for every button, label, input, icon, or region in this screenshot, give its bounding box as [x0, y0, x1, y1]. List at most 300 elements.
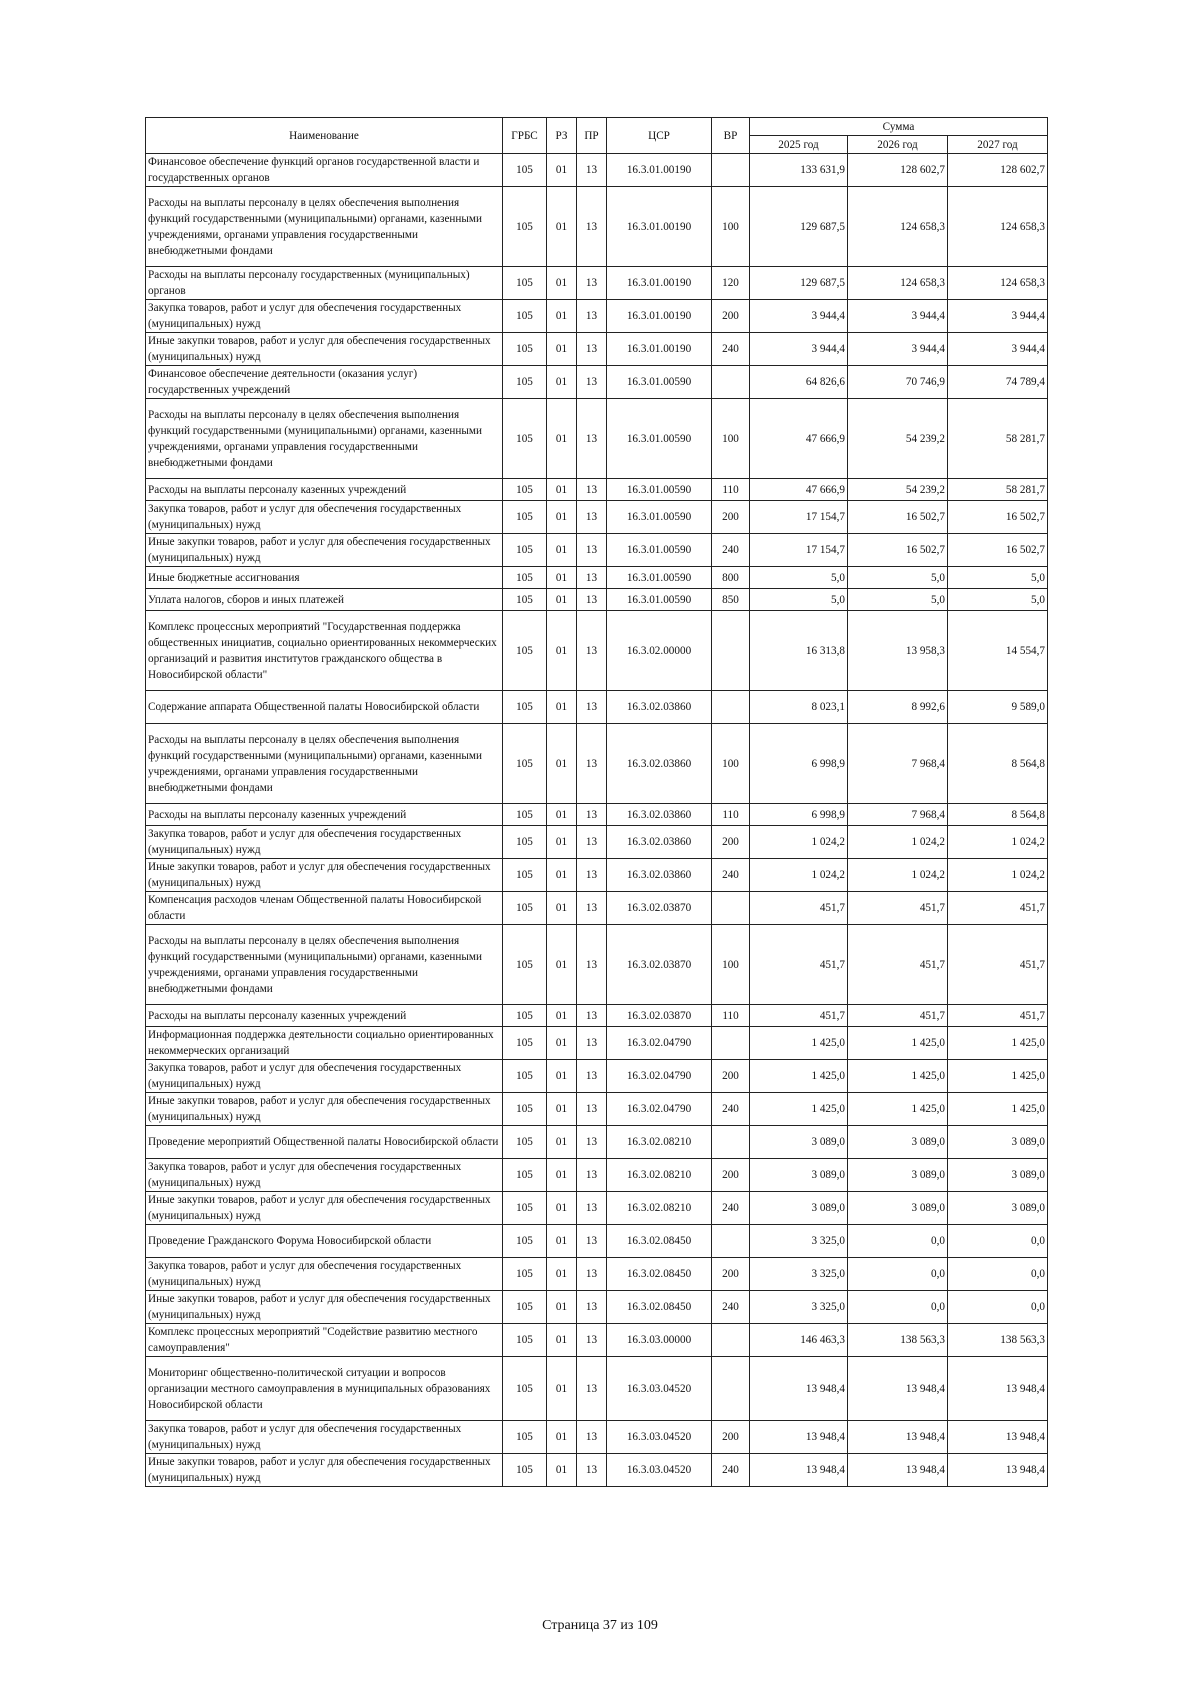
- row-csr: 16.3.01.00590: [607, 501, 712, 534]
- row-rz: 01: [547, 1126, 577, 1159]
- row-sum-2027: 124 658,3: [948, 267, 1048, 300]
- row-vr: [712, 154, 750, 187]
- row-rz: 01: [547, 300, 577, 333]
- row-sum-2027: 3 944,4: [948, 300, 1048, 333]
- row-sum-2027: 8 564,8: [948, 804, 1048, 826]
- table-row: [146, 154, 1048, 187]
- row-rz: 01: [547, 187, 577, 267]
- row-csr: 16.3.01.00190: [607, 187, 712, 267]
- row-vr: 240: [712, 1454, 750, 1487]
- row-rz: 01: [547, 366, 577, 399]
- row-sum-2026: 16 502,7: [848, 534, 948, 567]
- row-sum-2027: 0,0: [948, 1291, 1048, 1324]
- row-name: Закупка товаров, работ и услуг для обеспечения государственных (муниципальных) нужд: [146, 1258, 503, 1291]
- row-pr: 13: [577, 925, 607, 1005]
- row-pr: 13: [577, 267, 607, 300]
- row-grbs: 105: [503, 154, 547, 187]
- row-vr: 240: [712, 1291, 750, 1324]
- row-sum-2027: 1 425,0: [948, 1093, 1048, 1126]
- row-grbs: 105: [503, 1258, 547, 1291]
- row-vr: 200: [712, 300, 750, 333]
- row-sum-2027: 3 089,0: [948, 1159, 1048, 1192]
- row-csr: 16.3.01.00590: [607, 589, 712, 611]
- row-sum-2027: 128 602,7: [948, 154, 1048, 187]
- header-pr: ПР: [577, 118, 607, 154]
- row-sum-2026: 451,7: [848, 1005, 948, 1027]
- row-grbs: 105: [503, 724, 547, 804]
- row-name: Иные закупки товаров, работ и услуг для обеспечения государственных (муниципальных) нужд: [146, 1291, 503, 1324]
- row-sum-2025: 1 024,2: [750, 859, 848, 892]
- row-rz: 01: [547, 859, 577, 892]
- row-csr: 16.3.02.03870: [607, 892, 712, 925]
- row-rz: 01: [547, 267, 577, 300]
- row-sum-2027: 1 425,0: [948, 1027, 1048, 1060]
- row-sum-2027: 13 948,4: [948, 1421, 1048, 1454]
- row-vr: 850: [712, 589, 750, 611]
- row-vr: 200: [712, 1159, 750, 1192]
- row-rz: 01: [547, 479, 577, 501]
- row-sum-2027: 3 089,0: [948, 1126, 1048, 1159]
- row-sum-2025: 17 154,7: [750, 534, 848, 567]
- row-pr: 13: [577, 1454, 607, 1487]
- table-row: [146, 1027, 1048, 1060]
- row-vr: 110: [712, 1005, 750, 1027]
- table-row: [146, 826, 1048, 859]
- row-sum-2027: 1 024,2: [948, 826, 1048, 859]
- row-vr: 240: [712, 333, 750, 366]
- row-vr: 110: [712, 804, 750, 826]
- table-row: [146, 859, 1048, 892]
- row-csr: 16.3.02.08450: [607, 1225, 712, 1258]
- row-name: Иные закупки товаров, работ и услуг для обеспечения государственных (муниципальных) нужд: [146, 534, 503, 567]
- row-sum-2027: 5,0: [948, 589, 1048, 611]
- row-pr: 13: [577, 501, 607, 534]
- row-rz: 01: [547, 1093, 577, 1126]
- table-row: [146, 804, 1048, 826]
- row-sum-2026: 1 024,2: [848, 859, 948, 892]
- row-grbs: 105: [503, 1093, 547, 1126]
- row-pr: 13: [577, 1357, 607, 1421]
- table-row: [146, 1324, 1048, 1357]
- row-rz: 01: [547, 567, 577, 589]
- row-grbs: 105: [503, 691, 547, 724]
- row-sum-2026: 5,0: [848, 567, 948, 589]
- row-rz: 01: [547, 1291, 577, 1324]
- row-sum-2025: 3 325,0: [750, 1258, 848, 1291]
- row-sum-2026: 0,0: [848, 1291, 948, 1324]
- row-name: Иные закупки товаров, работ и услуг для обеспечения государственных (муниципальных) нужд: [146, 1192, 503, 1225]
- row-sum-2025: 47 666,9: [750, 399, 848, 479]
- row-sum-2025: 6 998,9: [750, 724, 848, 804]
- row-grbs: 105: [503, 1291, 547, 1324]
- row-sum-2025: 451,7: [750, 1005, 848, 1027]
- row-name: Расходы на выплаты персоналу государственных (муниципальных) органов: [146, 267, 503, 300]
- table-row: [146, 267, 1048, 300]
- row-name: Закупка товаров, работ и услуг для обеспечения государственных (муниципальных) нужд: [146, 1159, 503, 1192]
- row-sum-2026: 13 948,4: [848, 1454, 948, 1487]
- row-pr: 13: [577, 1291, 607, 1324]
- row-name: Закупка товаров, работ и услуг для обеспечения государственных (муниципальных) нужд: [146, 826, 503, 859]
- row-grbs: 105: [503, 1454, 547, 1487]
- row-grbs: 105: [503, 1192, 547, 1225]
- row-grbs: 105: [503, 1225, 547, 1258]
- row-sum-2026: 0,0: [848, 1225, 948, 1258]
- row-sum-2027: 8 564,8: [948, 724, 1048, 804]
- budget-sheet: [145, 117, 1047, 1487]
- row-name: Информационная поддержка деятельности социально ориентированных некоммерческих организаций: [146, 1027, 503, 1060]
- row-grbs: 105: [503, 826, 547, 859]
- row-pr: 13: [577, 300, 607, 333]
- row-sum-2026: 5,0: [848, 589, 948, 611]
- row-name: Расходы на выплаты персоналу в целях обеспечения выполнения функций государственными (муниципальными) органами, казенными учреждениями, органами управления государственными внебюджетными фондами: [146, 925, 503, 1005]
- row-rz: 01: [547, 1192, 577, 1225]
- row-sum-2025: 3 944,4: [750, 333, 848, 366]
- table-row: [146, 1159, 1048, 1192]
- table-row: [146, 399, 1048, 479]
- row-vr: 200: [712, 1421, 750, 1454]
- row-grbs: 105: [503, 187, 547, 267]
- row-grbs: 105: [503, 567, 547, 589]
- row-vr: [712, 1225, 750, 1258]
- row-sum-2027: 13 948,4: [948, 1454, 1048, 1487]
- row-rz: 01: [547, 399, 577, 479]
- row-vr: 200: [712, 501, 750, 534]
- table-row: [146, 1126, 1048, 1159]
- row-grbs: 105: [503, 366, 547, 399]
- row-pr: 13: [577, 1005, 607, 1027]
- row-grbs: 105: [503, 1005, 547, 1027]
- row-name: Закупка товаров, работ и услуг для обеспечения государственных (муниципальных) нужд: [146, 501, 503, 534]
- row-rz: 01: [547, 1027, 577, 1060]
- table-row: [146, 534, 1048, 567]
- row-name: Мониторинг общественно-политической ситуации и вопросов организации местного самоуправления в муниципальных образованиях Новосибирской области: [146, 1357, 503, 1421]
- row-csr: 16.3.02.00000: [607, 611, 712, 691]
- row-csr: 16.3.03.04520: [607, 1454, 712, 1487]
- row-csr: 16.3.02.08210: [607, 1192, 712, 1225]
- row-csr: 16.3.01.00190: [607, 267, 712, 300]
- row-csr: 16.3.01.00590: [607, 399, 712, 479]
- row-sum-2027: 138 563,3: [948, 1324, 1048, 1357]
- row-sum-2025: 1 024,2: [750, 826, 848, 859]
- row-sum-2026: 16 502,7: [848, 501, 948, 534]
- row-sum-2026: 138 563,3: [848, 1324, 948, 1357]
- row-grbs: 105: [503, 1027, 547, 1060]
- row-name: Финансовое обеспечение деятельности (оказания услуг) государственных учреждений: [146, 366, 503, 399]
- row-sum-2026: 451,7: [848, 925, 948, 1005]
- row-sum-2025: 8 023,1: [750, 691, 848, 724]
- row-sum-2025: 13 948,4: [750, 1454, 848, 1487]
- row-sum-2027: 13 948,4: [948, 1357, 1048, 1421]
- header-sum: Сумма: [750, 118, 1048, 136]
- row-pr: 13: [577, 1258, 607, 1291]
- row-sum-2027: 0,0: [948, 1225, 1048, 1258]
- row-name: Расходы на выплаты персоналу казенных учреждений: [146, 479, 503, 501]
- row-sum-2027: 16 502,7: [948, 534, 1048, 567]
- row-name: Финансовое обеспечение функций органов государственной власти и государственных органов: [146, 154, 503, 187]
- row-pr: 13: [577, 534, 607, 567]
- row-vr: 110: [712, 479, 750, 501]
- row-vr: 240: [712, 1093, 750, 1126]
- page-number: Страница 37 из 109: [542, 1618, 658, 1633]
- row-rz: 01: [547, 611, 577, 691]
- row-csr: 16.3.02.04790: [607, 1027, 712, 1060]
- row-pr: 13: [577, 479, 607, 501]
- row-vr: [712, 611, 750, 691]
- header-year-2027: 2027 год: [948, 136, 1048, 154]
- row-sum-2026: 8 992,6: [848, 691, 948, 724]
- row-grbs: 105: [503, 1357, 547, 1421]
- row-name: Расходы на выплаты персоналу казенных учреждений: [146, 1005, 503, 1027]
- row-name: Иные закупки товаров, работ и услуг для обеспечения государственных (муниципальных) нужд: [146, 859, 503, 892]
- row-vr: [712, 1126, 750, 1159]
- table-row: [146, 1454, 1048, 1487]
- row-grbs: 105: [503, 267, 547, 300]
- row-sum-2026: 0,0: [848, 1258, 948, 1291]
- table-row: [146, 567, 1048, 589]
- row-vr: [712, 892, 750, 925]
- row-grbs: 105: [503, 1421, 547, 1454]
- table-row: [146, 1060, 1048, 1093]
- row-sum-2026: 124 658,3: [848, 267, 948, 300]
- row-grbs: 105: [503, 1159, 547, 1192]
- table-row: [146, 1005, 1048, 1027]
- row-name: Расходы на выплаты персоналу казенных учреждений: [146, 804, 503, 826]
- row-name: Проведение мероприятий Общественной палаты Новосибирской области: [146, 1126, 503, 1159]
- row-grbs: 105: [503, 892, 547, 925]
- row-rz: 01: [547, 1258, 577, 1291]
- row-vr: 240: [712, 859, 750, 892]
- row-sum-2026: 128 602,7: [848, 154, 948, 187]
- row-csr: 16.3.02.03860: [607, 826, 712, 859]
- row-rz: 01: [547, 691, 577, 724]
- header-rz: РЗ: [547, 118, 577, 154]
- header-vr: ВР: [712, 118, 750, 154]
- row-csr: 16.3.02.03860: [607, 691, 712, 724]
- row-pr: 13: [577, 892, 607, 925]
- row-csr: 16.3.01.00590: [607, 567, 712, 589]
- budget-table: [145, 117, 1048, 1487]
- row-sum-2026: 13 948,4: [848, 1357, 948, 1421]
- row-csr: 16.3.02.04790: [607, 1060, 712, 1093]
- row-sum-2026: 3 089,0: [848, 1192, 948, 1225]
- row-sum-2027: 74 789,4: [948, 366, 1048, 399]
- row-rz: 01: [547, 826, 577, 859]
- row-sum-2026: 7 968,4: [848, 724, 948, 804]
- header-name: Наименование: [146, 118, 503, 154]
- row-vr: 240: [712, 1192, 750, 1225]
- row-grbs: 105: [503, 589, 547, 611]
- row-sum-2025: 3 944,4: [750, 300, 848, 333]
- row-grbs: 105: [503, 300, 547, 333]
- row-name: Расходы на выплаты персоналу в целях обеспечения выполнения функций государственными (муниципальными) органами, казенными учреждениями, органами управления государственными внебюджетными фондами: [146, 187, 503, 267]
- row-rz: 01: [547, 1324, 577, 1357]
- row-pr: 13: [577, 1192, 607, 1225]
- row-name: Компенсация расходов членам Общественной палаты Новосибирской области: [146, 892, 503, 925]
- row-sum-2026: 70 746,9: [848, 366, 948, 399]
- row-pr: 13: [577, 333, 607, 366]
- row-sum-2026: 3 089,0: [848, 1159, 948, 1192]
- row-vr: 100: [712, 399, 750, 479]
- header-year-2025: 2025 год: [750, 136, 848, 154]
- row-rz: 01: [547, 724, 577, 804]
- row-vr: 200: [712, 1258, 750, 1291]
- row-sum-2027: 5,0: [948, 567, 1048, 589]
- row-name: Комплекс процессных мероприятий "Государственная поддержка общественных инициатив, социально ориентированных некоммерческих организаций и развития институтов гражданского общества в Новосибирской области": [146, 611, 503, 691]
- row-pr: 13: [577, 187, 607, 267]
- row-sum-2025: 47 666,9: [750, 479, 848, 501]
- row-grbs: 105: [503, 534, 547, 567]
- row-rz: 01: [547, 1159, 577, 1192]
- row-rz: 01: [547, 1225, 577, 1258]
- row-sum-2027: 451,7: [948, 892, 1048, 925]
- row-rz: 01: [547, 804, 577, 826]
- row-rz: 01: [547, 534, 577, 567]
- row-pr: 13: [577, 1027, 607, 1060]
- table-row: [146, 724, 1048, 804]
- row-sum-2026: 1 425,0: [848, 1093, 948, 1126]
- table-row: [146, 925, 1048, 1005]
- row-csr: 16.3.03.04520: [607, 1357, 712, 1421]
- row-csr: 16.3.02.03870: [607, 925, 712, 1005]
- row-sum-2025: 133 631,9: [750, 154, 848, 187]
- row-sum-2027: 0,0: [948, 1258, 1048, 1291]
- row-sum-2027: 451,7: [948, 1005, 1048, 1027]
- row-sum-2026: 13 948,4: [848, 1421, 948, 1454]
- row-sum-2025: 451,7: [750, 925, 848, 1005]
- row-rz: 01: [547, 1357, 577, 1421]
- header-grbs: ГРБС: [503, 118, 547, 154]
- row-vr: [712, 366, 750, 399]
- header-csr: ЦСР: [607, 118, 712, 154]
- row-vr: [712, 1027, 750, 1060]
- table-row: [146, 892, 1048, 925]
- row-sum-2025: 13 948,4: [750, 1421, 848, 1454]
- table-row: [146, 1291, 1048, 1324]
- row-pr: 13: [577, 399, 607, 479]
- row-pr: 13: [577, 611, 607, 691]
- row-csr: 16.3.02.03860: [607, 724, 712, 804]
- row-sum-2025: 451,7: [750, 892, 848, 925]
- row-csr: 16.3.01.00190: [607, 300, 712, 333]
- row-vr: [712, 691, 750, 724]
- row-sum-2025: 1 425,0: [750, 1093, 848, 1126]
- row-csr: 16.3.01.00190: [607, 333, 712, 366]
- row-vr: 800: [712, 567, 750, 589]
- row-vr: 240: [712, 534, 750, 567]
- row-pr: 13: [577, 567, 607, 589]
- row-sum-2027: 1 425,0: [948, 1060, 1048, 1093]
- row-sum-2026: 3 944,4: [848, 333, 948, 366]
- table-row: [146, 366, 1048, 399]
- table-row: [146, 1258, 1048, 1291]
- row-sum-2026: 1 425,0: [848, 1027, 948, 1060]
- row-csr: 16.3.02.08450: [607, 1291, 712, 1324]
- row-name: Иные закупки товаров, работ и услуг для обеспечения государственных (муниципальных) нужд: [146, 1093, 503, 1126]
- row-pr: 13: [577, 1126, 607, 1159]
- row-grbs: 105: [503, 611, 547, 691]
- row-vr: 200: [712, 826, 750, 859]
- row-csr: 16.3.01.00590: [607, 366, 712, 399]
- row-name: Проведение Гражданского Форума Новосибирской области: [146, 1225, 503, 1258]
- row-pr: 13: [577, 804, 607, 826]
- row-sum-2025: 6 998,9: [750, 804, 848, 826]
- row-csr: 16.3.02.08210: [607, 1159, 712, 1192]
- row-grbs: 105: [503, 1060, 547, 1093]
- row-sum-2026: 54 239,2: [848, 479, 948, 501]
- row-sum-2026: 3 944,4: [848, 300, 948, 333]
- row-sum-2025: 146 463,3: [750, 1324, 848, 1357]
- row-vr: 200: [712, 1060, 750, 1093]
- row-sum-2025: 1 425,0: [750, 1060, 848, 1093]
- row-pr: 13: [577, 1225, 607, 1258]
- table-row: [146, 300, 1048, 333]
- table-row: [146, 333, 1048, 366]
- row-name: Иные закупки товаров, работ и услуг для обеспечения государственных (муниципальных) нужд: [146, 1454, 503, 1487]
- row-name: Закупка товаров, работ и услуг для обеспечения государственных (муниципальных) нужд: [146, 1060, 503, 1093]
- row-rz: 01: [547, 333, 577, 366]
- row-name: Закупка товаров, работ и услуг для обеспечения государственных (муниципальных) нужд: [146, 300, 503, 333]
- row-sum-2026: 13 958,3: [848, 611, 948, 691]
- row-grbs: 105: [503, 804, 547, 826]
- row-csr: 16.3.02.03870: [607, 1005, 712, 1027]
- row-pr: 13: [577, 691, 607, 724]
- row-rz: 01: [547, 925, 577, 1005]
- row-grbs: 105: [503, 501, 547, 534]
- row-sum-2026: 1 024,2: [848, 826, 948, 859]
- row-name: Закупка товаров, работ и услуг для обеспечения государственных (муниципальных) нужд: [146, 1421, 503, 1454]
- row-csr: 16.3.03.04520: [607, 1421, 712, 1454]
- row-grbs: 105: [503, 859, 547, 892]
- row-pr: 13: [577, 1324, 607, 1357]
- row-csr: 16.3.02.04790: [607, 1093, 712, 1126]
- row-sum-2025: 5,0: [750, 567, 848, 589]
- row-sum-2027: 58 281,7: [948, 399, 1048, 479]
- row-rz: 01: [547, 1454, 577, 1487]
- row-sum-2025: 129 687,5: [750, 187, 848, 267]
- row-grbs: 105: [503, 333, 547, 366]
- row-sum-2025: 3 089,0: [750, 1192, 848, 1225]
- row-sum-2027: 451,7: [948, 925, 1048, 1005]
- row-name: Иные закупки товаров, работ и услуг для обеспечения государственных (муниципальных) нужд: [146, 333, 503, 366]
- row-sum-2026: 451,7: [848, 892, 948, 925]
- table-row: [146, 501, 1048, 534]
- table-header: [146, 118, 1048, 154]
- row-name: Уплата налогов, сборов и иных платежей: [146, 589, 503, 611]
- table-row: [146, 1357, 1048, 1421]
- row-grbs: 105: [503, 1324, 547, 1357]
- table-row: [146, 1093, 1048, 1126]
- row-name: Комплекс процессных мероприятий "Содействие развитию местного самоуправления": [146, 1324, 503, 1357]
- row-pr: 13: [577, 589, 607, 611]
- row-sum-2026: 3 089,0: [848, 1126, 948, 1159]
- table-row: [146, 187, 1048, 267]
- row-rz: 01: [547, 1421, 577, 1454]
- row-name: Расходы на выплаты персоналу в целях обеспечения выполнения функций государственными (муниципальными) органами, казенными учреждениями, органами управления государственными внебюджетными фондами: [146, 399, 503, 479]
- row-vr: [712, 1324, 750, 1357]
- row-sum-2026: 7 968,4: [848, 804, 948, 826]
- row-sum-2027: 16 502,7: [948, 501, 1048, 534]
- row-csr: 16.3.02.08210: [607, 1126, 712, 1159]
- row-sum-2027: 1 024,2: [948, 859, 1048, 892]
- row-vr: 120: [712, 267, 750, 300]
- row-pr: 13: [577, 366, 607, 399]
- row-vr: 100: [712, 925, 750, 1005]
- row-csr: 16.3.01.00190: [607, 154, 712, 187]
- row-pr: 13: [577, 1060, 607, 1093]
- row-rz: 01: [547, 589, 577, 611]
- table-row: [146, 589, 1048, 611]
- row-name: Расходы на выплаты персоналу в целях обеспечения выполнения функций государственными (муниципальными) органами, казенными учреждениями, органами управления государственными внебюджетными фондами: [146, 724, 503, 804]
